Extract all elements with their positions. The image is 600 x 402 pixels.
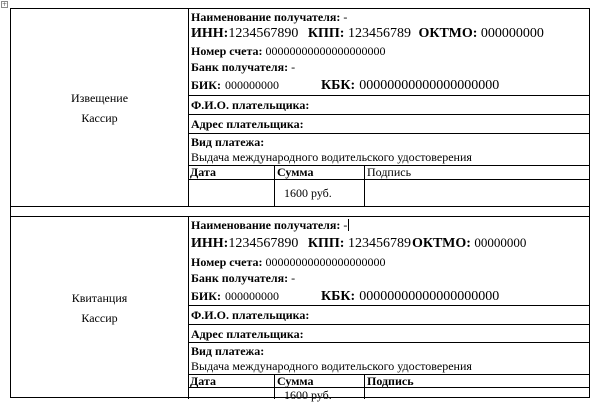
receipt-payer-address-row <box>188 326 589 343</box>
receipt-account-row <box>188 254 589 270</box>
receipt-account-value: 00000000000000000000 <box>265 255 386 269</box>
notice-kbk-value: 00000000000000000000 <box>359 78 500 93</box>
receipt-recipient-row <box>188 217 589 234</box>
receipt-bik-label: БИК: <box>191 289 221 303</box>
table-move-handle-icon[interactable]: + <box>2 1 8 8</box>
notice-recipient-label: Наименование получателя: <box>191 10 341 24</box>
receipt-payment-type-value-row <box>188 359 589 375</box>
notice-payment-type-label: Вид платежа: <box>191 135 265 149</box>
receipt-details <box>188 217 589 402</box>
notice-payment-type-row <box>188 135 589 150</box>
notice-oktmo-label: ОКТМО: <box>418 26 478 41</box>
receipt-payer-name-label: Ф.И.О. плательщика: <box>191 308 310 322</box>
notice-account-row <box>188 43 589 59</box>
notice-date-cell <box>188 180 274 206</box>
notice-details <box>188 9 589 206</box>
notice-oktmo-value: 000000000 <box>480 26 544 41</box>
receipt-sum-header-row <box>188 375 589 388</box>
receipt-sum-value: 1600 руб. <box>274 388 364 399</box>
receipt-cashier-label: Кассир <box>81 311 118 325</box>
receipt-oktmo-value: 00000000 <box>474 235 527 250</box>
receipt-date-header: Дата <box>190 374 216 388</box>
notice-title: Извещение <box>70 90 129 105</box>
payment-form-table <box>10 8 590 402</box>
receipt-section <box>11 216 589 402</box>
receipt-kbk-value: 00000000000000000000 <box>359 289 500 304</box>
notice-sum-header: Сумма <box>274 166 364 179</box>
receipt-sum-value-row <box>188 388 589 402</box>
notice-sign-header: Подпись <box>364 166 589 179</box>
notice-payer-address-row <box>188 116 589 134</box>
receipt-payment-type-label: Вид платежа: <box>191 344 265 358</box>
section-spacer <box>11 207 589 215</box>
notice-payer-address-label: Адрес плательщика: <box>191 117 304 131</box>
receipt-sign-header: Подпись <box>364 375 589 387</box>
notice-recipient-value: - <box>343 10 348 24</box>
receipt-sign-cell <box>364 388 589 399</box>
notice-sum-value: 1600 руб. <box>274 180 364 206</box>
notice-kbk-label: КБК: <box>320 78 356 93</box>
notice-sign-cell <box>364 180 589 206</box>
notice-payer-name-row <box>188 97 589 115</box>
receipt-account-label: Номер счета: <box>191 255 263 269</box>
receipt-date-cell <box>188 388 274 399</box>
notice-payer-name-label: Ф.И.О. плательщика: <box>191 98 310 112</box>
notice-payment-type-value-row <box>188 150 589 166</box>
notice-inn-label: ИНН: <box>191 26 229 41</box>
receipt-payer-address-label: Адрес плательщика: <box>191 327 304 341</box>
receipt-bank-value: - <box>291 271 296 285</box>
receipt-oktmo-label: ОКТМО: <box>411 236 471 251</box>
notice-section <box>11 9 589 207</box>
notice-bank-row <box>188 59 589 75</box>
receipt-kbk-label: КБК: <box>320 289 356 304</box>
notice-bik-row <box>188 75 589 96</box>
receipt-payer-name-row <box>188 307 589 325</box>
notice-cashier-label: Кассир <box>81 110 118 125</box>
notice-bank-label: Банк получателя: <box>191 60 289 74</box>
notice-account-value: 00000000000000000000 <box>265 44 386 58</box>
receipt-label-cell <box>11 217 189 399</box>
text-cursor <box>348 219 349 231</box>
receipt-bank-label: Банк получателя: <box>191 271 289 285</box>
receipt-payment-type-value: Выдача международного водительского удостоверения <box>191 359 472 373</box>
receipt-kpp-value: 123456789 <box>347 236 411 251</box>
receipt-recipient-value: - <box>343 218 348 232</box>
notice-inn-row <box>188 24 589 43</box>
receipt-kpp-label: КПП: <box>307 236 345 251</box>
notice-payment-type-value: Выдача международного водительского удостоверения <box>191 150 472 164</box>
notice-kpp-label: КПП: <box>307 26 345 41</box>
receipt-inn-value: 1234567890 <box>228 236 299 251</box>
receipt-sum-header: Сумма <box>274 375 364 387</box>
receipt-bank-row <box>188 270 589 286</box>
notice-recipient-row <box>188 9 589 25</box>
receipt-bik-value: 000000000 <box>224 289 279 303</box>
receipt-inn-row <box>188 233 589 253</box>
notice-bik-label: БИК: <box>191 78 221 92</box>
notice-bik-value: 000000000 <box>224 78 279 92</box>
notice-sum-value-row <box>188 180 589 206</box>
notice-account-label: Номер счета: <box>191 44 263 58</box>
notice-kpp-value: 123456789 <box>347 26 411 41</box>
notice-bank-value: - <box>291 60 296 74</box>
receipt-payment-type-row <box>188 344 589 359</box>
notice-sum-header-row <box>188 166 589 180</box>
notice-label-cell <box>11 9 189 206</box>
receipt-title: Квитанция <box>71 291 128 305</box>
notice-date-header: Дата <box>190 165 216 179</box>
notice-inn-value: 1234567890 <box>228 26 299 41</box>
receipt-bik-row <box>188 286 589 306</box>
receipt-inn-label: ИНН: <box>191 236 229 251</box>
receipt-recipient-label: Наименование получателя: <box>191 218 341 232</box>
